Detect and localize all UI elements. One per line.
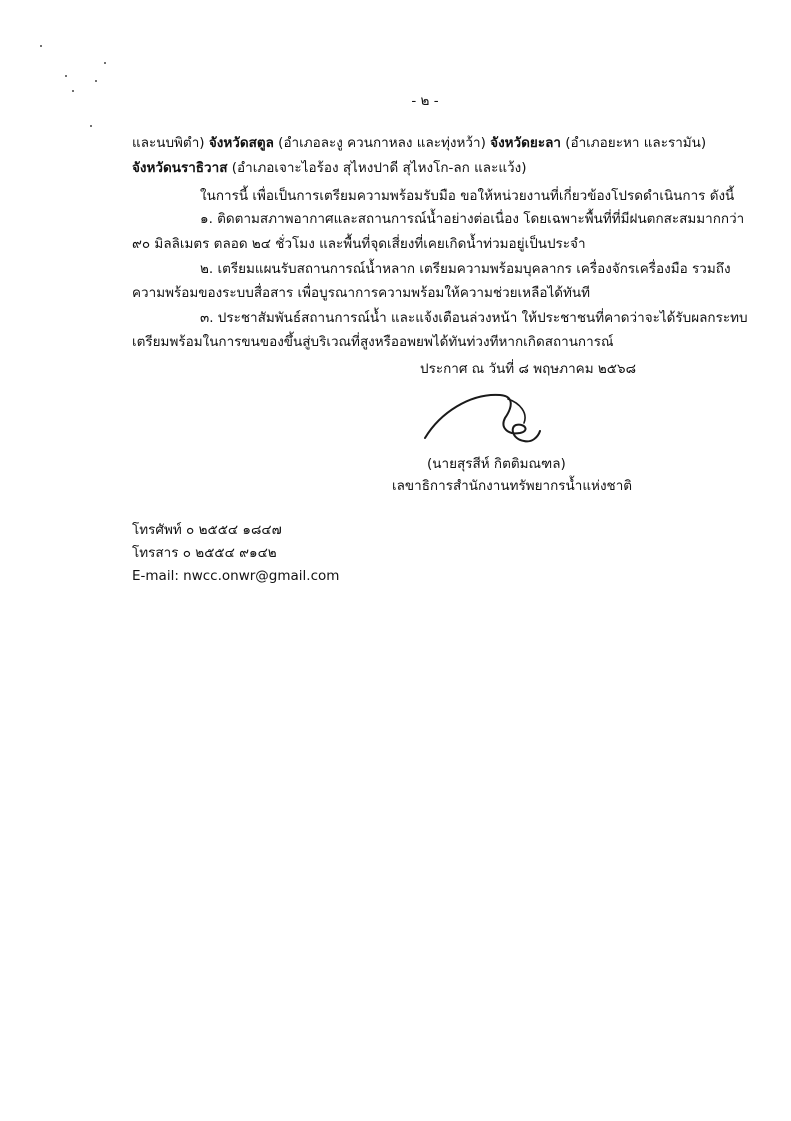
continuation-text: (อำเภอยะหา และรามัน): [565, 135, 707, 151]
intro-paragraph: ในการนี้ เพื่อเป็นการเตรียมความพร้อมรับมือ ขอให้หน่วยงานที่เกี่ยวข้องโปรดดำเนินการ ดังนี้: [200, 188, 735, 204]
signer-title: เลขาธิการสำนักงานทรัพยากรน้ำแห่งชาติ: [392, 478, 633, 494]
item-2-line-2: ความพร้อมของระบบสื่อสาร เพื่อบูรณาการความพร้อมให้ความช่วยเหลือได้ทันที: [132, 285, 591, 301]
province-name: จังหวัดยะลา: [490, 135, 561, 151]
handwritten-signature: [420, 383, 560, 453]
signer-name: (นายสุรสีห์ กิตติมณฑล): [427, 456, 566, 472]
scan-speck: [90, 125, 92, 127]
continuation-text: (อำเภอละงู ควนกาหลง และทุ่งหว้า): [278, 135, 486, 151]
continuation-line-2: [132, 159, 526, 177]
scan-speck: [104, 62, 106, 64]
item-3-line-2: เตรียมพร้อมในการขนของขึ้นสู่บริเวณที่สูงหรืออพยพได้ทันท่วงทีหากเกิดสถานการณ์: [132, 334, 614, 350]
contact-phone: โทรศัพท์ ๐ ๒๕๕๔ ๑๘๔๗: [132, 522, 282, 538]
scan-speck: [40, 45, 42, 47]
continuation-text: และนบพิตำ): [132, 135, 205, 151]
contact-fax: โทรสาร ๐ ๒๕๕๔ ๙๑๔๒: [132, 545, 277, 561]
scan-speck: [72, 90, 74, 92]
continuation-line-1: [132, 134, 706, 152]
announce-date: ประกาศ ณ วันที่ ๘ พฤษภาคม ๒๕๖๘: [420, 361, 636, 377]
item-1-line-2: ๙๐ มิลลิเมตร ตลอด ๒๔ ชั่วโมง และพื้นที่จุดเสี่ยงที่เคยเกิดน้ำท่วมอยู่เป็นประจำ: [132, 236, 586, 252]
item-1-line-1: ๑. ติดตามสภาพอากาศและสถานการณ์น้ำอย่างต่อเนื่อง โดยเฉพาะพื้นที่ที่มีฝนตกสะสมมากกว่า: [200, 211, 745, 227]
contact-email: E-mail: nwcc.onwr@gmail.com: [132, 568, 340, 584]
item-3-line-1: ๓. ประชาสัมพันธ์สถานการณ์น้ำ และแจ้งเตือนล่วงหน้า ให้ประชาชนที่คาดว่าจะได้รับผลกระทบ: [200, 310, 748, 326]
item-2-line-1: ๒. เตรียมแผนรับสถานการณ์น้ำหลาก เตรียมความพร้อมบุคลากร เครื่องจักรเครื่องมือ รวมถึง: [200, 261, 731, 277]
scan-speck: [95, 80, 97, 82]
continuation-text: (อำเภอเจาะไอร้อง สุไหงปาดี สุไหงโก-ลก และแว้ง): [231, 160, 527, 176]
scan-speck: [65, 75, 67, 77]
province-name: จังหวัดสตูล: [208, 135, 274, 151]
province-name: จังหวัดนราธิวาส: [132, 160, 228, 176]
page-number: - ๒ -: [411, 93, 439, 109]
